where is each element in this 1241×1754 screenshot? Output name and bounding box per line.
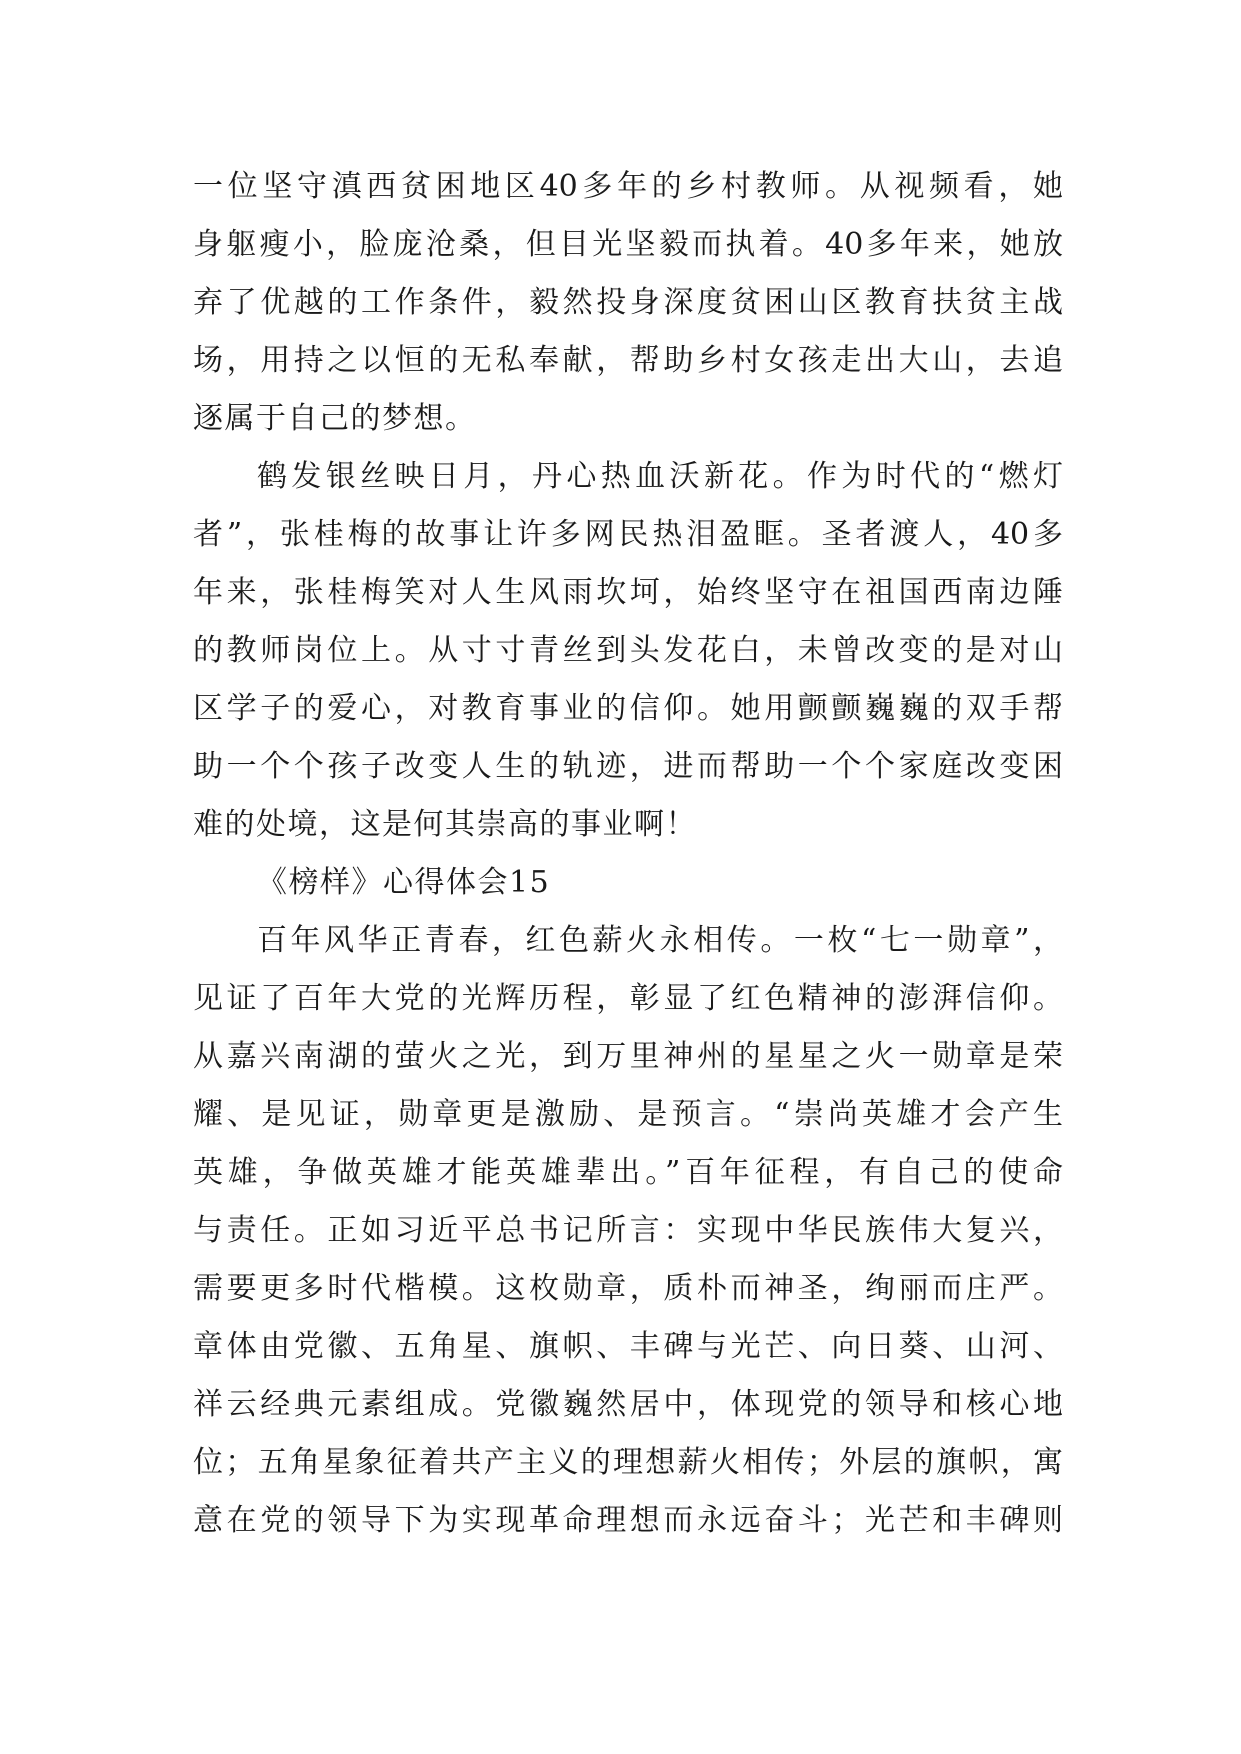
text-line: 从嘉兴南湖的萤火之光，到万里神州的星星之火一勋章是荣 xyxy=(193,1039,1063,1074)
body-text xyxy=(193,158,1063,1550)
text-line: 祥云经典元素组成。党徽巍然居中，体现党的领导和核心地 xyxy=(193,1387,1063,1422)
text-line: 《榜样》心得体会15 xyxy=(257,865,551,900)
text-line: 需要更多时代楷模。这枚勋章，质朴而神圣，绚丽而庄严。 xyxy=(193,1271,1063,1306)
text-line: 场，用持之以恒的无私奉献，帮助乡村女孩走出大山，去追 xyxy=(193,343,1063,378)
text-line: 弃了优越的工作条件，毅然投身深度贫困山区教育扶贫主战 xyxy=(193,285,1063,320)
text-line: 一位坚守滇西贫困地区40多年的乡村教师。从视频看，她 xyxy=(193,169,1063,204)
text-line: 耀、是见证，勋章更是激励、是预言。“崇尚英雄才会产生 xyxy=(193,1097,1063,1132)
text-line: 助一个个孩子改变人生的轨迹，进而帮助一个个家庭改变困 xyxy=(193,749,1063,784)
text-line: 意在党的领导下为实现革命理想而永远奋斗；光芒和丰碑则 xyxy=(193,1503,1063,1538)
text-line: 百年风华正青春，红色薪火永相传。一枚“七一勋章”， xyxy=(257,923,1063,958)
text-line: 章体由党徽、五角星、旗帜、丰碑与光芒、向日葵、山河、 xyxy=(193,1329,1063,1364)
text-line: 的教师岗位上。从寸寸青丝到头发花白，未曾改变的是对山 xyxy=(193,633,1063,668)
text-line: 难的处境，这是何其崇高的事业啊！ xyxy=(193,807,697,842)
text-line: 年来，张桂梅笑对人生风雨坎坷，始终坚守在祖国西南边陲 xyxy=(193,575,1063,610)
text-line: 英雄，争做英雄才能英雄辈出。”百年征程，有自己的使命 xyxy=(193,1155,1063,1190)
text-line: 逐属于自己的梦想。 xyxy=(193,401,477,436)
text-line: 者”，张桂梅的故事让许多网民热泪盈眶。圣者渡人，40多 xyxy=(193,517,1063,552)
text-line: 与责任。正如习近平总书记所言：实现中华民族伟大复兴， xyxy=(193,1213,1063,1248)
text-line: 身躯瘦小，脸庞沧桑，但目光坚毅而执着。40多年来，她放 xyxy=(193,227,1063,262)
text-line: 位；五角星象征着共产主义的理想薪火相传；外层的旗帜，寓 xyxy=(193,1445,1063,1480)
text-line: 区学子的爱心，对教育事业的信仰。她用颤颤巍巍的双手帮 xyxy=(193,691,1063,726)
text-line: 鹤发银丝映日月，丹心热血沃新花。作为时代的“燃灯 xyxy=(257,459,1063,494)
text-line: 见证了百年大党的光辉历程，彰显了红色精神的澎湃信仰。 xyxy=(193,981,1063,1016)
